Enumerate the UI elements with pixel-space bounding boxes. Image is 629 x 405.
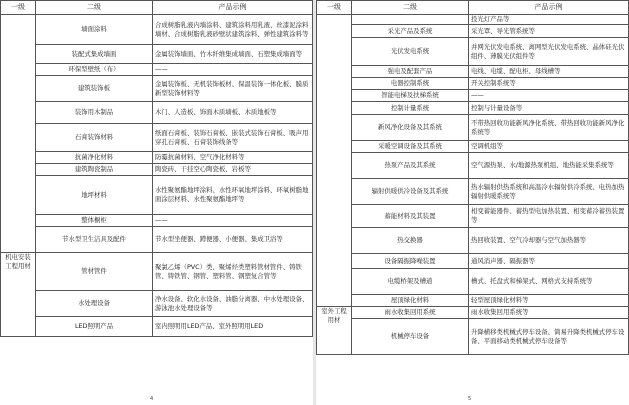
table-row [317,319,629,355]
level2-cell: 智能电梯及扶梯系统 [352,90,469,102]
table-row [317,102,629,115]
level2-cell: 抗菌净化材料 [36,152,153,164]
product-examples-cell: 节水型坐便器、蹲便器、小便器、集成卫浴等 [153,227,313,253]
level2-cell: 采暖空调设备及其系统 [352,141,469,153]
level2-cell: 墙面涂料 [36,15,153,45]
level2-cell: 热泵产品及其系统 [352,153,469,179]
table-row [317,15,629,25]
product-examples-cell: 陶瓷砖、干挂空心陶瓷板、岩板等 [153,164,313,176]
product-examples-cell: 聚氯乙烯（PVC）类、聚烯烃类塑料管材管件、铸铁管、铸铁管、钢管、塑料管、钢塑复合管等 [153,253,313,291]
level2-cell: 建筑装饰板 [36,76,153,102]
table-row [317,115,629,141]
product-examples-cell: 合成树脂乳液内墙涂料、建筑涂料用乳液、丝漆泥涂料墙材、合成树脂乳液砂壁状建筑涂料、弹性建筑涂料等 [153,15,313,45]
table-row [1,291,313,317]
right-page [316,0,629,405]
level2-cell: 建筑陶瓷制品 [36,164,153,176]
level2-cell: 强电及配套产品 [352,66,469,78]
table-row [317,269,629,295]
level2-cell: 地坪材料 [36,176,153,215]
table-row [1,76,313,102]
table-header-row [1,1,313,15]
level2-cell: 装饰用木制品 [36,102,153,124]
table-row [317,90,629,102]
product-examples-cell: 室内照明用LED产品、室外照明用LED [153,317,313,337]
table-row [1,164,313,176]
product-examples-cell: 电线、电缆、配电柜、母线槽等 [469,66,629,78]
product-examples-cell: 热水辐射供热系统和高温冷水辐射供冷系统、电热加热辐射供暖系统等 [469,179,629,205]
level1-cell: 机电安装工程用材 [1,253,36,337]
product-examples-cell: —— [469,90,629,102]
header-level1: 一级 [1,1,36,15]
product-examples-cell: 采光罩、导光管系统等 [469,25,629,38]
header-level2: 二级 [352,1,469,15]
product-examples-cell: 金属装饰墙面、竹木纤维集成墙面、石塑集成墙面等 [153,45,313,64]
table-row [317,295,629,307]
header-level1: 一级 [317,1,352,15]
table-row [317,307,629,319]
level2-cell: 采光产品及系统 [352,25,469,38]
product-examples-cell: 升降横移类机械式停车设备、简易升降类机械式停车设备、平面移动类机械式停车设备等 [469,319,629,355]
level2-cell: 雨水收集回用系统 [352,307,469,319]
table-row [1,152,313,164]
table-row [1,227,313,253]
level1-cell [1,15,36,253]
table-row [1,215,313,227]
product-examples-cell: 控制与计量设备等 [469,102,629,115]
table-row [1,102,313,124]
product-examples-cell: 雨水收集回用系统等 [469,307,629,319]
product-examples-cell: 金属装饰板、无机装饰板材、保温装饰一体化板、膜质新型装饰材料等 [153,76,313,102]
table-row [317,228,629,254]
table-row [1,45,313,64]
left-page [0,0,313,405]
table-row [1,15,313,45]
product-examples-cell: 并网光伏发电系统、离网型光伏发电系统、晶体硅光伏组件、薄膜光伏组件等 [469,38,629,66]
page-number-right: 5 [468,396,472,402]
level2-cell [352,15,469,25]
product-examples-cell: 空调机组等 [469,141,629,153]
table-header-row [317,1,629,15]
product-table-left [0,0,313,337]
table-row [1,317,313,337]
table-row [317,179,629,205]
table-row [1,176,313,215]
level2-cell: 电缆桥架及槽道 [352,269,469,295]
product-examples-cell: 槽式、托盘式和梯架式、网格式支持系统等 [469,269,629,295]
product-examples-cell: 不带热回收功能新风净化系统、带热回收功能新风净化系统等 [469,115,629,141]
table-row [1,64,313,76]
product-examples-cell: 热回收装置、空气冷却器与空气加热器等 [469,228,629,254]
level2-cell: 装配式集成墙面 [36,45,153,64]
level2-cell: 蓄能材料及其装置 [352,205,469,228]
level2-cell: 电器控制系统 [352,78,469,90]
level2-cell: 节水型卫生洁具及配件 [36,227,153,253]
product-examples-cell: 投光灯产品等 [469,15,629,25]
level2-cell: 机械停车设备 [352,319,469,355]
table-row [1,253,313,291]
product-examples-cell: 水性聚氨酯地坪涂料、水性环氧地坪涂料、环氧树脂地面涂层材料、水性聚氨酯地坪等 [153,176,313,215]
level2-cell: 辐射供暖供冷设备及其系统 [352,179,469,205]
product-table-right [316,0,629,355]
table-row [317,141,629,153]
level2-cell: 整体橱柜 [36,215,153,227]
level2-cell: 控制计量系统 [352,102,469,115]
table-row [317,38,629,66]
level2-cell: 石膏装饰材料 [36,124,153,152]
level1-cell: 室外工程用材 [317,307,352,355]
product-examples-cell: 相变蓄能器件、蓄热型电加热装置、相变蓄冷蓄热装置等 [469,205,629,228]
product-examples-cell: —— [153,64,313,76]
table-body-left [1,15,313,337]
level2-cell: LED照明产品 [36,317,153,337]
table-row [317,205,629,228]
table-row [317,66,629,78]
level2-cell: 管材管件 [36,253,153,291]
product-examples-cell: 通风消声器、隔振器等 [469,254,629,269]
page-number-left: 4 [150,396,154,402]
table-row [317,78,629,90]
product-examples-cell: 净水设备、软化水设备、油脂分离器、中水处理设备、游泳池水处理设备等 [153,291,313,317]
level2-cell: 热交换器 [352,228,469,254]
level2-cell: 新风净化设备及其系统 [352,115,469,141]
table-row [317,153,629,179]
table-row [317,25,629,38]
product-examples-cell: 空气源热泵、水/地源热泵机组、地热能采集系统等 [469,153,629,179]
product-examples-cell: 防霉抗菌材料、空气净化材料等 [153,152,313,164]
header-level2: 二级 [36,1,153,15]
header-examples: 产品示例 [469,1,629,15]
table-row [1,124,313,152]
level2-cell: 屋顶绿化材料 [352,295,469,307]
product-examples-cell: 轻型屋顶绿化材料等 [469,295,629,307]
level2-cell: 设备隔振降噪装置 [352,254,469,269]
product-examples-cell: —— [153,215,313,227]
product-examples-cell: 纸面石膏板、装饰石膏板、嵌装式装饰石膏板、吸声用穿孔石膏板、石膏装饰线条等 [153,124,313,152]
level2-cell: 光伏发电系统 [352,38,469,66]
product-examples-cell: 开关控制系统等 [469,78,629,90]
level2-cell: 水处理设备 [36,291,153,317]
product-examples-cell: 木门、人造板、饰面木质墙板、木质地板等 [153,102,313,124]
level1-cell [317,15,352,307]
table-row [317,254,629,269]
level2-cell: 环保型壁纸（布） [36,64,153,76]
table-body-right [317,15,629,355]
header-examples: 产品示例 [153,1,313,15]
